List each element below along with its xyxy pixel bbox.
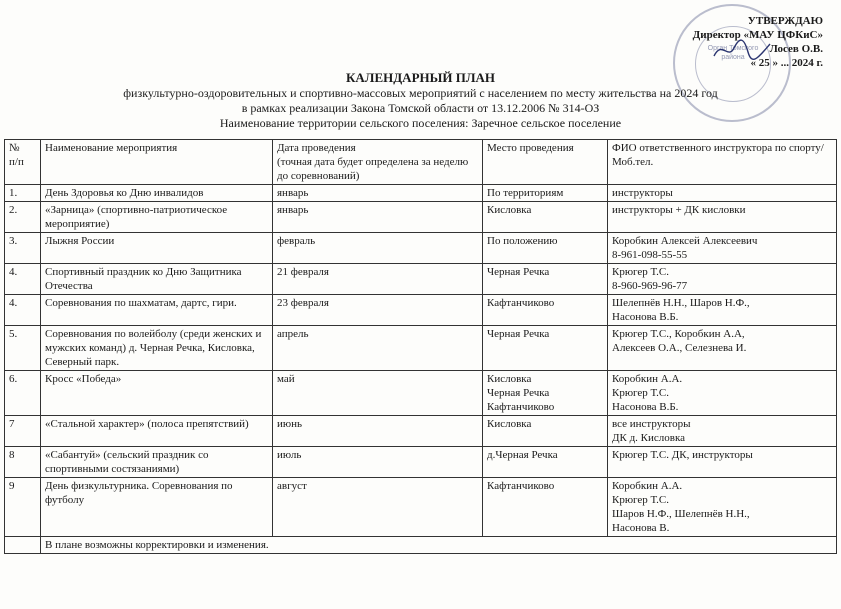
table-header-row <box>5 140 837 185</box>
cell-number: 6. <box>5 371 41 416</box>
cell-place: Кафтанчиково <box>483 295 608 326</box>
cell-responsible: Коробкин Алексей Алексеевич 8-961-098-55-55 <box>608 233 837 264</box>
cell-number: 1. <box>5 185 41 202</box>
approval-date: « 25 » ... 2024 г. <box>750 57 823 69</box>
cell-place: По положению <box>483 233 608 264</box>
cell-responsible: все инструкторы ДК д. Кисловка <box>608 416 837 447</box>
note-empty-cell <box>5 537 41 554</box>
cell-date: 23 февраля <box>273 295 483 326</box>
cell-number: 2. <box>5 202 41 233</box>
column-header-event: Наименование мероприятия <box>41 140 273 185</box>
table-row <box>5 447 837 478</box>
table-row <box>5 202 837 233</box>
table-row <box>5 264 837 295</box>
cell-responsible: инструкторы <box>608 185 837 202</box>
cell-date: июль <box>273 447 483 478</box>
cell-responsible: Коробкин А.А. Крюгер Т.С. Шаров Н.Ф., Шелепнёв Н.Н., Насонова В. <box>608 478 837 537</box>
cell-number: 8 <box>5 447 41 478</box>
approval-position: Директор «МАУ ЦФКиС» <box>692 29 823 41</box>
cell-place: д.Черная Речка <box>483 447 608 478</box>
cell-number: 4. <box>5 295 41 326</box>
cell-event: Лыжня России <box>41 233 273 264</box>
table-row <box>5 416 837 447</box>
note-text: В плане возможны корректировки и изменения. <box>41 537 837 554</box>
cell-event: «Стальной характер» (полоса препятствий) <box>41 416 273 447</box>
stamp-text: Орган Томского района <box>707 45 759 61</box>
cell-date: январь <box>273 185 483 202</box>
cell-place: Кисловка <box>483 416 608 447</box>
cell-event: «Сабантуй» (сельский праздник со спортивными состязаниями) <box>41 447 273 478</box>
cell-number: 3. <box>5 233 41 264</box>
document-header <box>0 70 841 131</box>
approval-block <box>648 14 823 70</box>
approval-title: УТВЕРЖДАЮ <box>747 15 823 27</box>
cell-place: Кафтанчиково <box>483 478 608 537</box>
cell-responsible: инструкторы + ДК кисловки <box>608 202 837 233</box>
cell-date: февраль <box>273 233 483 264</box>
cell-number: 9 <box>5 478 41 537</box>
cell-responsible: Коробкин А.А. Крюгер Т.С. Насонова В.Б. <box>608 371 837 416</box>
note-row <box>5 537 837 554</box>
column-header-responsible: ФИО ответственного инструктора по спорту/Моб.тел. <box>608 140 837 185</box>
cell-date: 21 февраля <box>273 264 483 295</box>
cell-responsible: Шелепнёв Н.Н., Шаров Н.Ф., Насонова В.Б. <box>608 295 837 326</box>
cell-event: Соревнования по волейболу (среди женских и мужских команд) д. Черная Речка, Кисловка, Северный парк. <box>41 326 273 371</box>
cell-number: 4. <box>5 264 41 295</box>
subtitle-line-2: в рамках реализации Закона Томской области от 13.12.2006 № 314-ОЗ <box>241 101 600 115</box>
column-header-place: Место проведения <box>483 140 608 185</box>
cell-date: апрель <box>273 326 483 371</box>
cell-number: 5. <box>5 326 41 371</box>
cell-place: По территориям <box>483 185 608 202</box>
cell-event: День Здоровья ко Дню инвалидов <box>41 185 273 202</box>
table-row <box>5 233 837 264</box>
cell-event: Соревнования по шахматам, дартс, гири. <box>41 295 273 326</box>
subtitle-line-3: Наименование территории сельского поселения: Заречное сельское поселение <box>219 116 622 130</box>
cell-place: Кисловка <box>483 202 608 233</box>
table-row <box>5 371 837 416</box>
page-title: КАЛЕНДАРНЫЙ ПЛАН <box>345 70 496 85</box>
cell-event: «Зарница» (спортивно-патриотическое мероприятие) <box>41 202 273 233</box>
cell-date: июнь <box>273 416 483 447</box>
subtitle-line-1: физкультурно-оздоровительных и спортивно-массовых мероприятий с населением по месту жительства на 2024 год <box>123 86 718 100</box>
cell-date: август <box>273 478 483 537</box>
table-row <box>5 326 837 371</box>
cell-date: январь <box>273 202 483 233</box>
approval-name: Лосев О.В. <box>769 43 823 55</box>
table-row <box>5 295 837 326</box>
column-header-date: Дата проведения (точная дата будет определена за неделю до соревнований) <box>273 140 483 185</box>
cell-responsible: Крюгер Т.С. 8-960-969-96-77 <box>608 264 837 295</box>
cell-place: Кисловка Черная Речка Кафтанчиково <box>483 371 608 416</box>
table-row <box>5 185 837 202</box>
cell-place: Черная Речка <box>483 264 608 295</box>
table-row <box>5 478 837 537</box>
cell-event: Кросс «Победа» <box>41 371 273 416</box>
column-header-number: № п/п <box>5 140 41 185</box>
cell-place: Черная Речка <box>483 326 608 371</box>
cell-number: 7 <box>5 416 41 447</box>
cell-event: День физкультурника. Соревнования по футболу <box>41 478 273 537</box>
cell-event: Спортивный праздник ко Дню Защитника Отечества <box>41 264 273 295</box>
cell-date: май <box>273 371 483 416</box>
events-table <box>4 139 837 554</box>
cell-responsible: Крюгер Т.С., Коробкин А.А, Алексеев О.А., Селезнева И. <box>608 326 837 371</box>
cell-responsible: Крюгер Т.С. ДК, инструкторы <box>608 447 837 478</box>
